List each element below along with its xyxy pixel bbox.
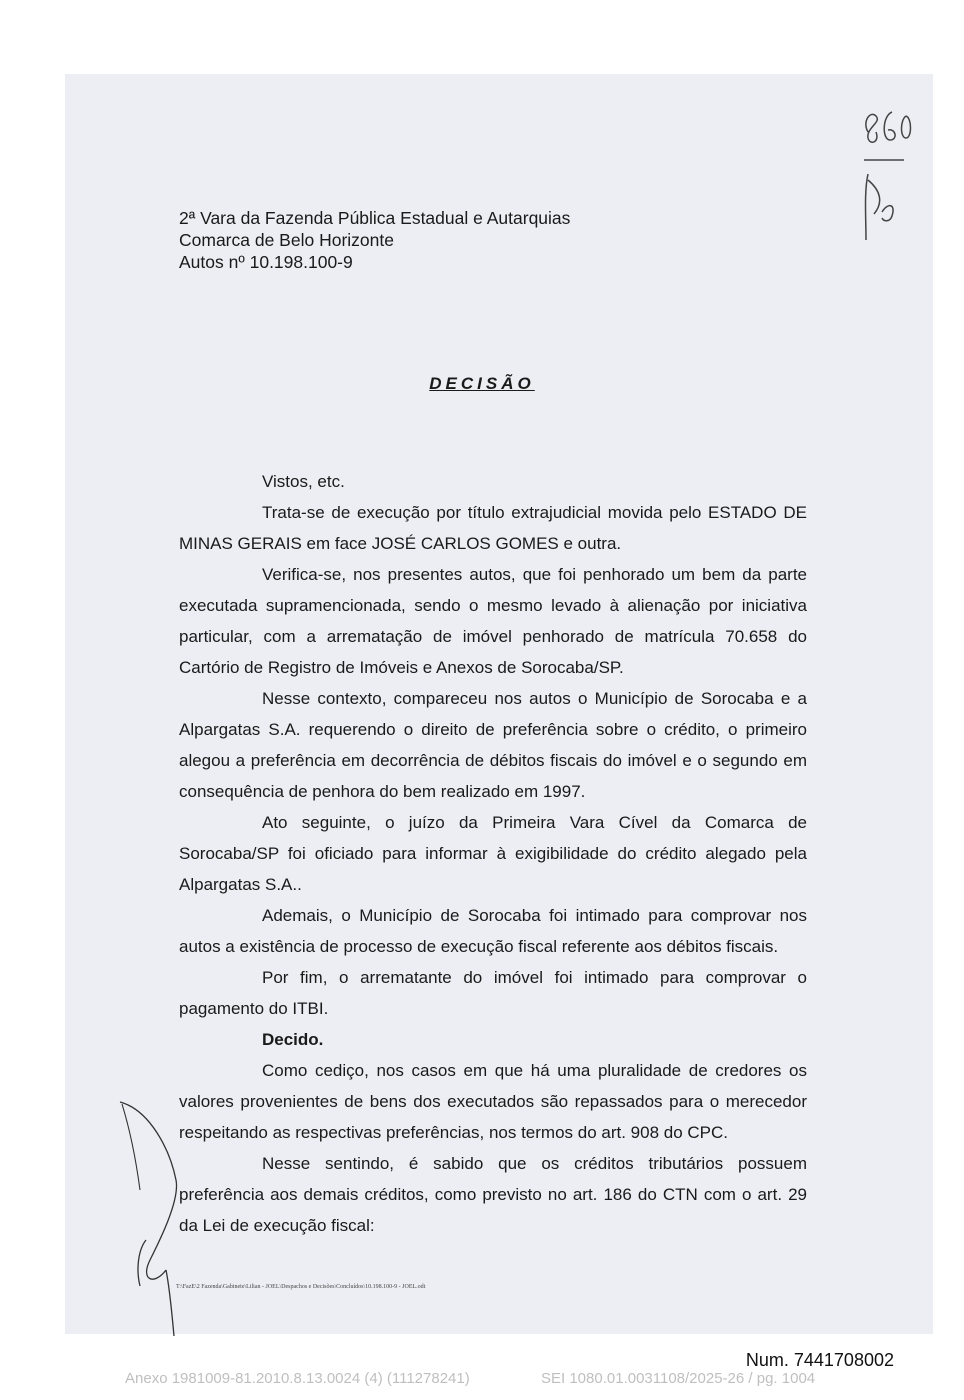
decision-body bbox=[179, 466, 807, 1241]
paragraph: Nesse contexto, compareceu nos autos o Município de Sorocaba e a Alpargatas S.A. requerendo o direito de preferência sobre o crédito, o primeiro alegou a preferência em decorrência de débitos fiscais do imóvel e o segundo em consequência de penhora do bem realizado em 1997. bbox=[179, 689, 807, 801]
paragraph: Verifica-se, nos presentes autos, que foi penhorado um bem da parte executada supramencionada, sendo o mesmo levado à alienação por iniciativa particular, com a arrematação de imóvel penhorado de matrícula 70.658 do Cartório de Registro de Imóveis e Anexos de Sorocaba/SP. bbox=[179, 565, 807, 677]
comarca: Comarca de Belo Horizonte bbox=[179, 230, 394, 250]
court-name: 2ª Vara da Fazenda Pública Estadual e Autarquias bbox=[179, 208, 571, 228]
document-number: Num. 7441708002 bbox=[745, 1350, 894, 1370]
anexo-reference: Anexo 1981009-81.2010.8.13.0024 (4) (111278241) bbox=[125, 1370, 470, 1387]
case-number: Autos nº 10.198.100-9 bbox=[179, 252, 353, 272]
paragraph: Nesse sentindo, é sabido que os créditos tributários possuem preferência aos demais créditos, como previsto no art. 186 do CTN com o art. 29 da Lei de execução fiscal: bbox=[179, 1154, 807, 1235]
document-title: DECISÃO bbox=[429, 374, 535, 393]
handwritten-page-number bbox=[860, 102, 920, 252]
paragraph: Como cediço, nos casos em que há uma pluralidade de credores os valores provenientes de bens dos executados são repassados para o merecedor respeitando as respectivas preferências, nos termos do art. 908 do CPC. bbox=[179, 1061, 807, 1142]
file-path: T:\FazE\2 Fazenda\Gabinete\Lilian - JOEL\Despachos e Decisões\Concluídos\10.198.100-9 - JOEL.odt bbox=[176, 1284, 426, 1290]
decido-heading: Decido. bbox=[262, 1030, 324, 1049]
paragraph: Por fim, o arrematante do imóvel foi intimado para comprovar o pagamento do ITBI. bbox=[179, 968, 807, 1018]
handwritten-signature bbox=[110, 1090, 200, 1340]
court-header bbox=[179, 207, 570, 273]
sei-reference: SEI 1080.01.0031108/2025-26 / pg. 1004 bbox=[541, 1370, 816, 1387]
paragraph: Vistos, etc. bbox=[262, 472, 345, 491]
paragraph: Ato seguinte, o juízo da Primeira Vara Cível da Comarca de Sorocaba/SP foi oficiado para informar à exigibilidade do crédito alegado pela Alpargatas S.A.. bbox=[179, 813, 807, 894]
paragraph: Ademais, o Município de Sorocaba foi intimado para comprovar nos autos a existência de processo de execução fiscal referente aos débitos fiscais. bbox=[179, 906, 807, 956]
paragraph: Trata-se de execução por título extrajudicial movida pelo ESTADO DE MINAS GERAIS em face JOSÉ CARLOS GOMES e outra. bbox=[179, 503, 807, 553]
